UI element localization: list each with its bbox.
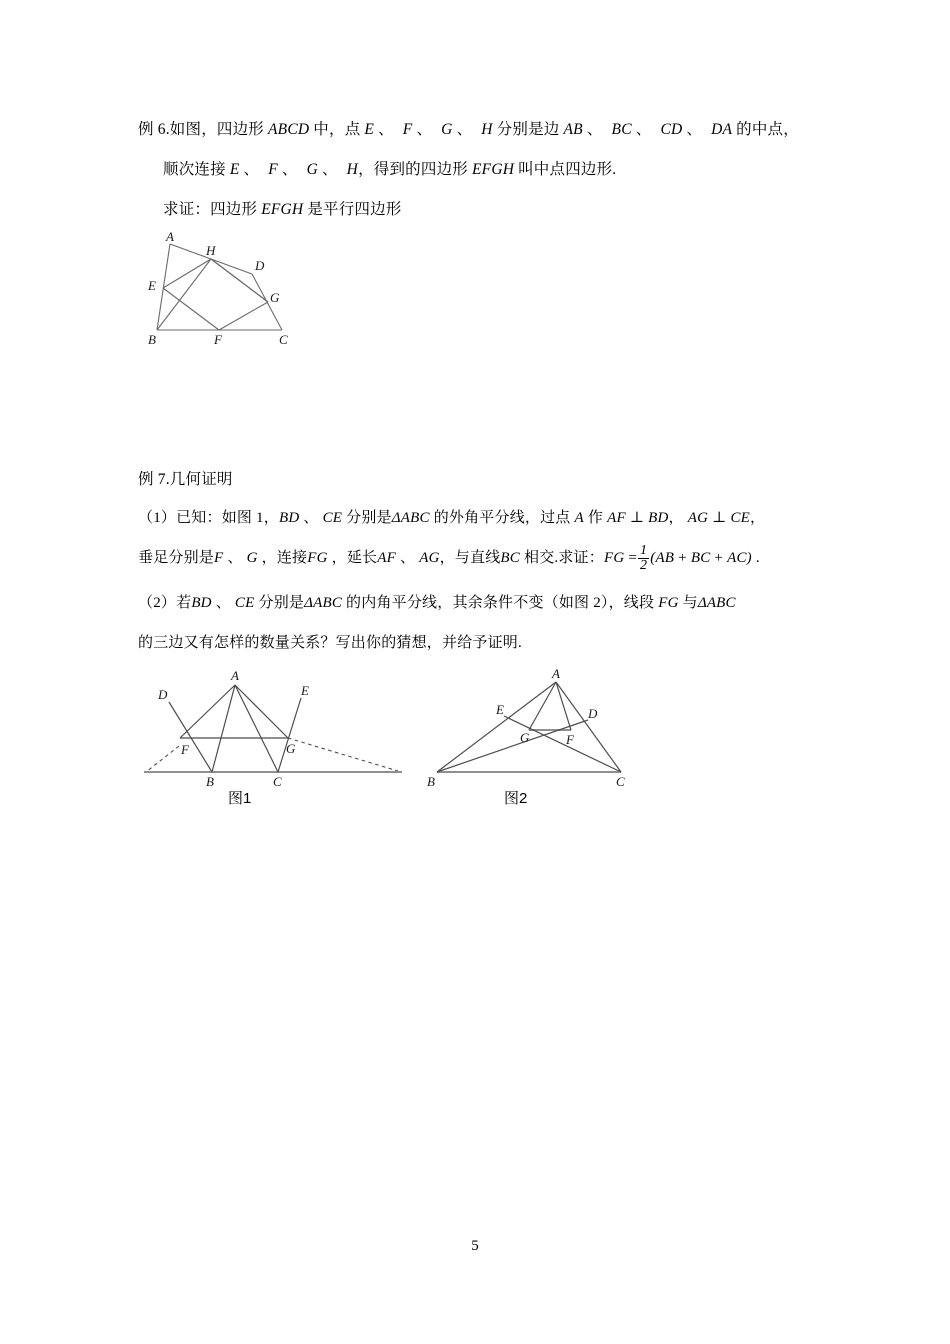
figure-quad-label-G: G	[270, 290, 280, 305]
ex7-p2-a: 垂足分别是	[138, 550, 215, 566]
segment-AB	[157, 244, 170, 330]
ex6-l2-h: H	[346, 161, 359, 178]
ex7-p4-a: 的三边又有怎样的数量关系？写出你的猜想，并给予证明.	[138, 635, 522, 651]
figure1-label-D: D	[158, 687, 168, 702]
ex7-p1-d: 作	[587, 510, 604, 526]
ex7-p2-f: F	[214, 550, 224, 566]
example6-line-3	[163, 192, 402, 228]
ex6-l1-h: H	[481, 121, 493, 138]
ex7-p1-dun-1: 、	[303, 510, 319, 526]
ex7-p1-bd: BD	[278, 510, 300, 526]
ex6-l1-g: G	[441, 121, 453, 138]
ex6-l1-dun-6: 、	[686, 121, 703, 138]
example7-part1-line-1	[138, 500, 765, 536]
ex7-p3-c: 的内角平分线，其余条件不变（如图 2），线段	[346, 595, 655, 611]
figure-midpoint-quadrilateral	[140, 229, 305, 350]
ex6-l1-e: E	[364, 121, 375, 138]
ex7-p2-paren-open: (	[650, 550, 656, 566]
ex7-p2-ag: AG	[419, 550, 440, 566]
ex6-l3-part-b: 是平行四边形	[307, 201, 402, 218]
ex7-p2-plus-2: +	[714, 550, 724, 566]
segment-AB	[437, 682, 556, 772]
dashed-extension-right	[288, 738, 398, 771]
ex7-p1-perp-1: ⊥	[629, 510, 645, 526]
ex6-l1-part-d: 的中点，	[736, 121, 799, 138]
segment-FG	[219, 302, 268, 330]
ex7-p2-bc: BC	[500, 550, 520, 566]
figure1-label-C: C	[273, 774, 282, 789]
ex6-l1-dun-2: 、	[416, 121, 433, 138]
fraction-one-half	[638, 544, 649, 574]
segment-A-to-G	[235, 685, 288, 738]
ex7-p3-bd: BD	[191, 595, 212, 611]
ex7-p3-a: （2）若	[138, 595, 192, 611]
ex6-l2-f: F	[268, 161, 278, 178]
ex6-l2-dun-2: 、	[281, 161, 298, 178]
figure1-label-E: E	[301, 683, 309, 698]
ex6-l1-part-b: 中，点	[313, 121, 361, 138]
ex7-p2-equals: =	[628, 550, 638, 566]
ex7-p1-comma-2: ，	[750, 510, 766, 526]
segment-HE	[163, 259, 211, 288]
ex6-l1-dun-5: 、	[635, 121, 652, 138]
segment-A-to-G	[529, 682, 556, 730]
figure2-label-G: G	[520, 730, 530, 745]
figure-quad-label-C: C	[279, 332, 288, 347]
ex7-p2-ab: AB	[655, 550, 675, 566]
ex6-l1-da: DA	[711, 121, 733, 138]
figure1-label-F: F	[181, 742, 189, 757]
segment-A-to-C	[235, 685, 278, 772]
figure1-label-A: A	[231, 668, 239, 683]
ex7-p2-paren-close: )	[746, 550, 752, 566]
ex7-p1-perp-2: ⊥	[712, 510, 727, 526]
figure2-label-D: D	[588, 706, 598, 721]
example6-line-2	[163, 152, 616, 188]
ex7-p2-d: ，与直线	[439, 550, 501, 566]
figure2-label-F: F	[566, 732, 574, 747]
line-CE-external-bisector	[278, 698, 301, 772]
ex7-p2-plus-1: +	[678, 550, 687, 566]
ex7-p1-triangle-abc: ΔABC	[391, 510, 430, 526]
figure-1-external-bisectors	[140, 668, 410, 788]
ex7-p1-ag: AG	[687, 510, 709, 526]
ex7-heading-text: 例 7.几何证明	[138, 471, 233, 488]
ex6-l1-part-c: 分别是边	[496, 121, 560, 138]
ex6-l2-part-c: 叫中点四边形.	[518, 161, 617, 178]
ex7-p3-fg: FG	[658, 595, 679, 611]
figure1-label-G: G	[286, 741, 296, 756]
ex7-p1-ce-2: CE	[730, 510, 751, 526]
ex7-p1-b: 分别是	[346, 510, 392, 526]
example6-line-1	[138, 112, 799, 148]
ex6-l3-part-a: 求证：四边形	[163, 201, 258, 218]
ex6-l2-efgh: EFGH	[471, 161, 515, 178]
ex7-p2-ac: AC	[727, 550, 747, 566]
segment-A-to-F	[556, 682, 571, 730]
ex7-p1-ce: CE	[322, 510, 343, 526]
ex7-p2-g: G	[246, 550, 258, 566]
example7-heading	[138, 462, 233, 498]
example7-part2-line-2	[138, 625, 522, 661]
ex6-l2-dun-1: 、	[243, 161, 260, 178]
ex7-p2-bc-2: BC	[690, 550, 711, 566]
ex7-p3-ce: CE	[234, 595, 255, 611]
figure-quad-label-B: B	[148, 332, 156, 347]
ex6-l1-dun-3: 、	[456, 121, 473, 138]
ex7-p3-b: 分别是	[258, 595, 305, 611]
figure-quad-label-A: A	[166, 229, 174, 244]
ex6-l1-ab: AB	[563, 121, 583, 138]
dashed-extension-left	[146, 746, 179, 772]
ex6-l1-cd: CD	[660, 121, 683, 138]
example7-part2-line-1	[138, 585, 736, 621]
ex6-l2-dun-3: 、	[321, 161, 338, 178]
ex6-l2-g: G	[306, 161, 318, 178]
ex7-p2-c: ，延长	[331, 550, 378, 566]
ex7-p1-bd-2: BD	[648, 510, 669, 526]
ex7-p3-d: 与	[682, 595, 698, 611]
segment-A-to-B	[212, 685, 235, 772]
figure1-label-B: B	[206, 774, 214, 789]
segment-AC	[556, 682, 621, 772]
ex6-l2-part-b: ，得到的四边形	[358, 161, 468, 178]
figure-1-caption: 图1	[228, 790, 252, 807]
figure-2-caption: 图2	[504, 790, 528, 807]
ex7-p2-af: AF	[377, 550, 396, 566]
segment-A-to-F	[180, 685, 235, 738]
ex7-p3-triangle-abc-2: ΔABC	[697, 595, 736, 611]
ex6-l3-efgh: EFGH	[261, 201, 304, 218]
fraction-numerator: 1	[640, 543, 648, 558]
fraction-denominator: 2	[640, 558, 648, 574]
ex7-p2-dun-2: 、	[400, 550, 416, 566]
ex6-l1-abcd: ABCD	[268, 121, 310, 138]
ex7-p1-A: A	[574, 510, 584, 526]
figure2-label-C: C	[616, 774, 625, 789]
figure2-label-E: E	[496, 702, 504, 717]
ex7-p1-comma-1: ，	[668, 510, 684, 526]
ex7-p2-period: .	[755, 550, 760, 566]
segment-EF	[163, 288, 219, 330]
ex7-p1-a: （1）已知：如图 1，	[138, 510, 279, 526]
ex7-p1-af: AF	[607, 510, 626, 526]
example7-part1-line-2	[138, 540, 760, 576]
ex6-l1-bc: BC	[611, 121, 632, 138]
ex6-l1-dun-4: 、	[586, 121, 603, 138]
ex7-p2-fg-2: FG	[603, 550, 625, 566]
ex7-p3-dun-1: 、	[215, 595, 231, 611]
ex6-l1-part-a: 例 6.如图，四边形	[138, 121, 265, 138]
ex7-p3-triangle-abc: ΔABC	[304, 595, 343, 611]
figure-quad-label-H: H	[206, 243, 216, 258]
segment-B-to-H	[157, 259, 211, 330]
ex6-l2-part-a: 顺次连接	[163, 161, 226, 178]
figure-quad-label-D: D	[255, 258, 265, 273]
ex6-l1-f: F	[402, 121, 413, 138]
ex7-p1-c: 的外角平分线，过点	[433, 510, 571, 526]
figure-2-internal-bisectors	[425, 668, 650, 788]
page-number: 5	[471, 1238, 479, 1254]
ex7-p2-dun-1: 、	[227, 550, 243, 566]
figure-quad-label-F: F	[214, 332, 222, 347]
ex6-l1-dun-1: 、	[378, 121, 394, 138]
ex7-p2-fg: FG	[307, 550, 328, 566]
figure2-label-A: A	[552, 666, 560, 681]
figure2-label-B: B	[427, 774, 435, 789]
figure-quad-label-E: E	[148, 278, 156, 293]
ex7-p2-e: 相交.求证：	[524, 550, 604, 566]
ex6-l2-e: E	[229, 161, 240, 178]
ex7-p2-b: ，连接	[261, 550, 308, 566]
